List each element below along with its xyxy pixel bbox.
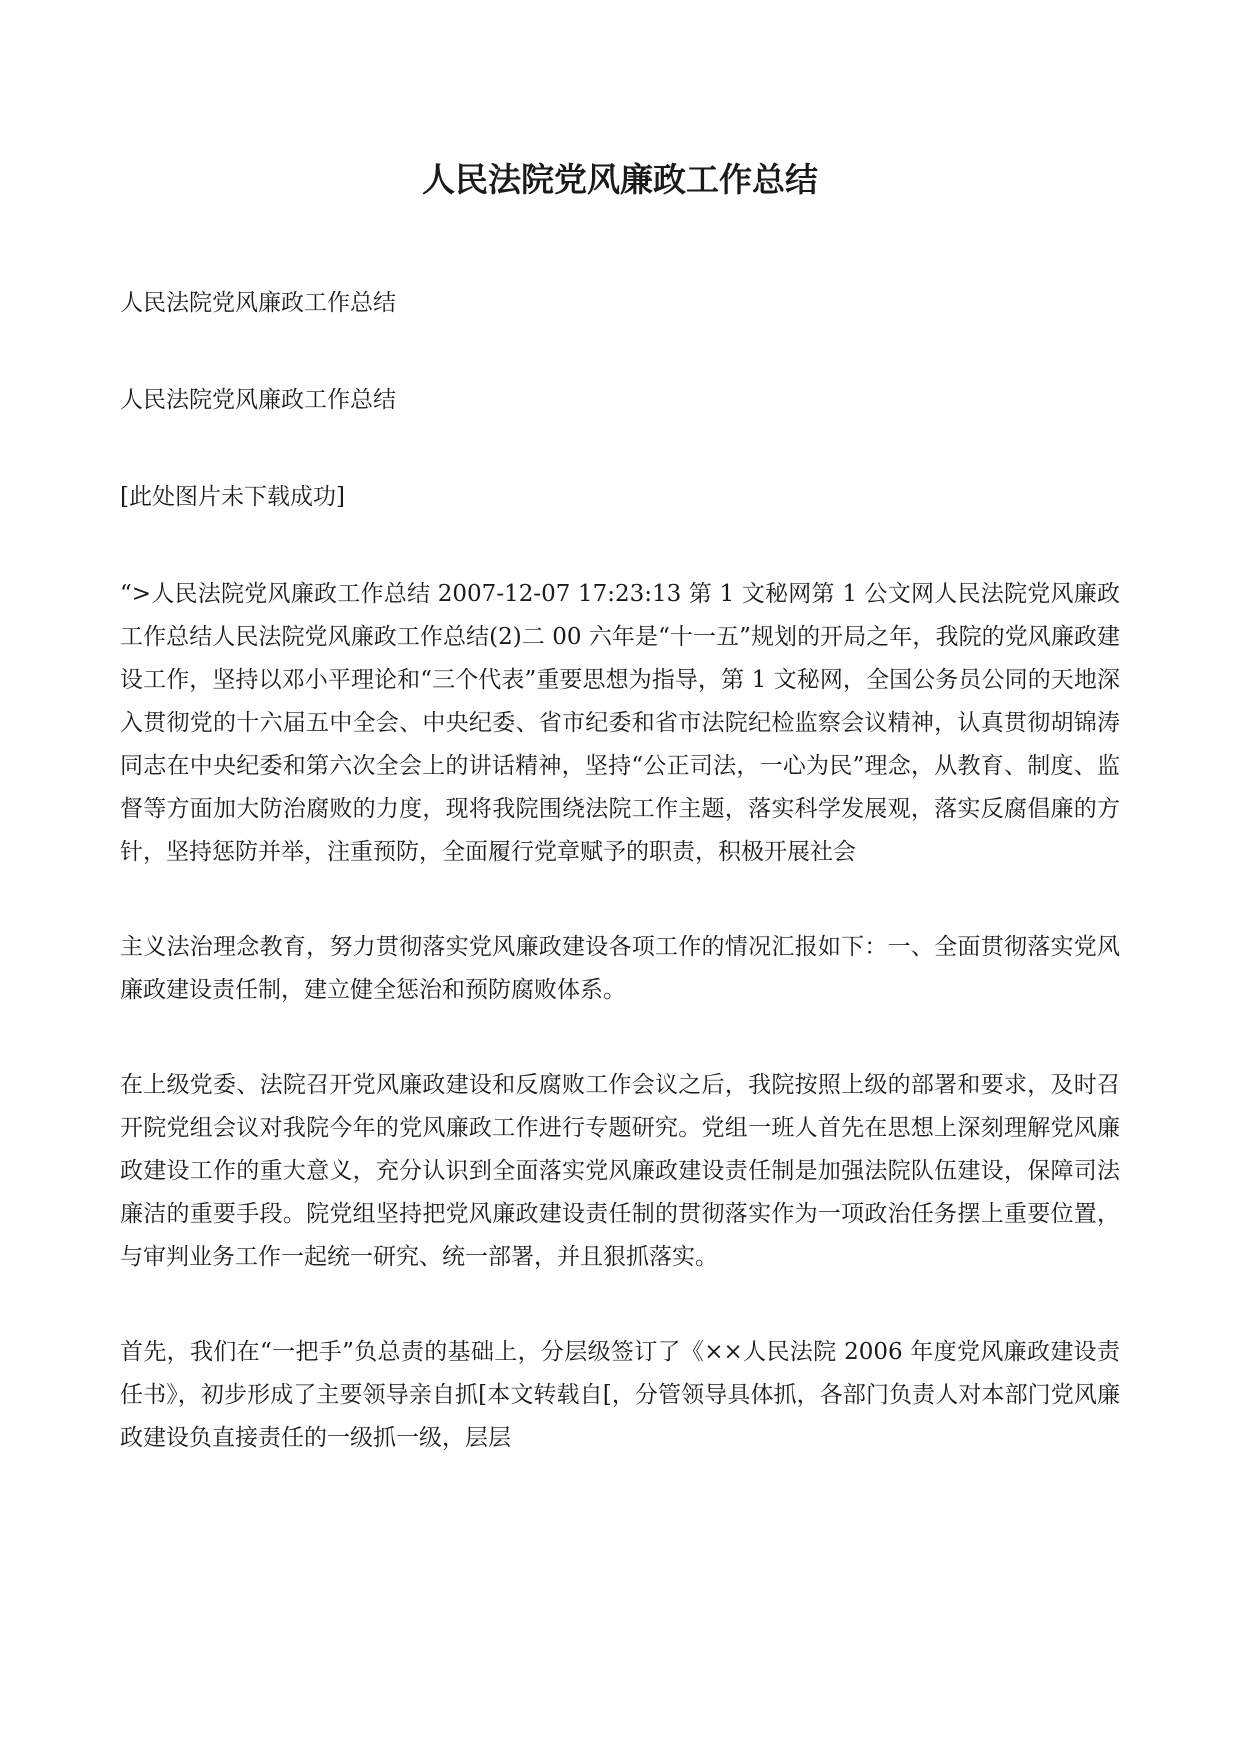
paragraph-section-one: 主义法治理念教育，努力贯彻落实党风廉政建设各项工作的情况汇报如下：一、全面贯彻落实党风廉政建设责任制，建立健全惩治和预防腐败体系。 [120, 934, 1120, 1003]
paragraph-meeting: 在上级党委、法院召开党风廉政建设和反腐败工作会议之后，我院按照上级的部署和要求，及时召开院党组会议对我院今年的党风廉政工作进行专题研究。党组一班人首先在思想上深刻理解党风廉政建设工作的重大意义，充分认识到全面落实党风廉政建设责任制是加强法院队伍建设，保障司法廉洁的重要手段。院党组坚持把党风廉政建设责任制的贯彻落实作为一项政治任务摆上重要位置，与审判业务工作一起统一研究、统一部署，并且狠抓落实。 [120, 1072, 1120, 1270]
paragraph-subtitle-2: 人民法院党风廉政工作总结 [120, 387, 396, 413]
document-title: 人民法院党风廉政工作总结 [422, 160, 818, 199]
paragraph-image-placeholder: [此处图片未下载成功] [120, 484, 345, 510]
document-body [120, 282, 1120, 1512]
paragraph-subtitle-1: 人民法院党风廉政工作总结 [120, 290, 396, 316]
paragraph-intro: “>人民法院党风廉政工作总结 2007-12-07 17:23:13 第 1 文秘网第 1 公文网人民法院党风廉政工作总结人民法院党风廉政工作总结(2)二 00 六年是“十一五”规划的开局之年，我院的党风廉政建设工作，坚持以邓小平理论和“三个代表”重要思想为指导，第 1 文秘网，全国公务员公同的天地深入贯彻党的十六届五中全会、中央纪委、省市纪委和省市法院纪检监察会议精神，认真贯彻胡锦涛同志在中央纪委和第六次全会上的讲话精神，坚持“公正司法，一心为民”理念，从教育、制度、监督等方面加大防治腐败的力度，现将我院围绕法院工作主题，落实科学发展观，落实反腐倡廉的方针，坚持惩防并举，注重预防，全面履行党章赋予的职责，积极开展社会 [120, 581, 1120, 865]
paragraph-responsibility: 首先，我们在“一把手”负总责的基础上，分层级签订了《××人民法院 2006 年度党风廉政建设责任书》，初步形成了主要领导亲自抓[本文转载自[，分管领导具体抓，各部门负责人对本部门党风廉政建设负直接责任的一级抓一级，层层 [120, 1339, 1120, 1451]
